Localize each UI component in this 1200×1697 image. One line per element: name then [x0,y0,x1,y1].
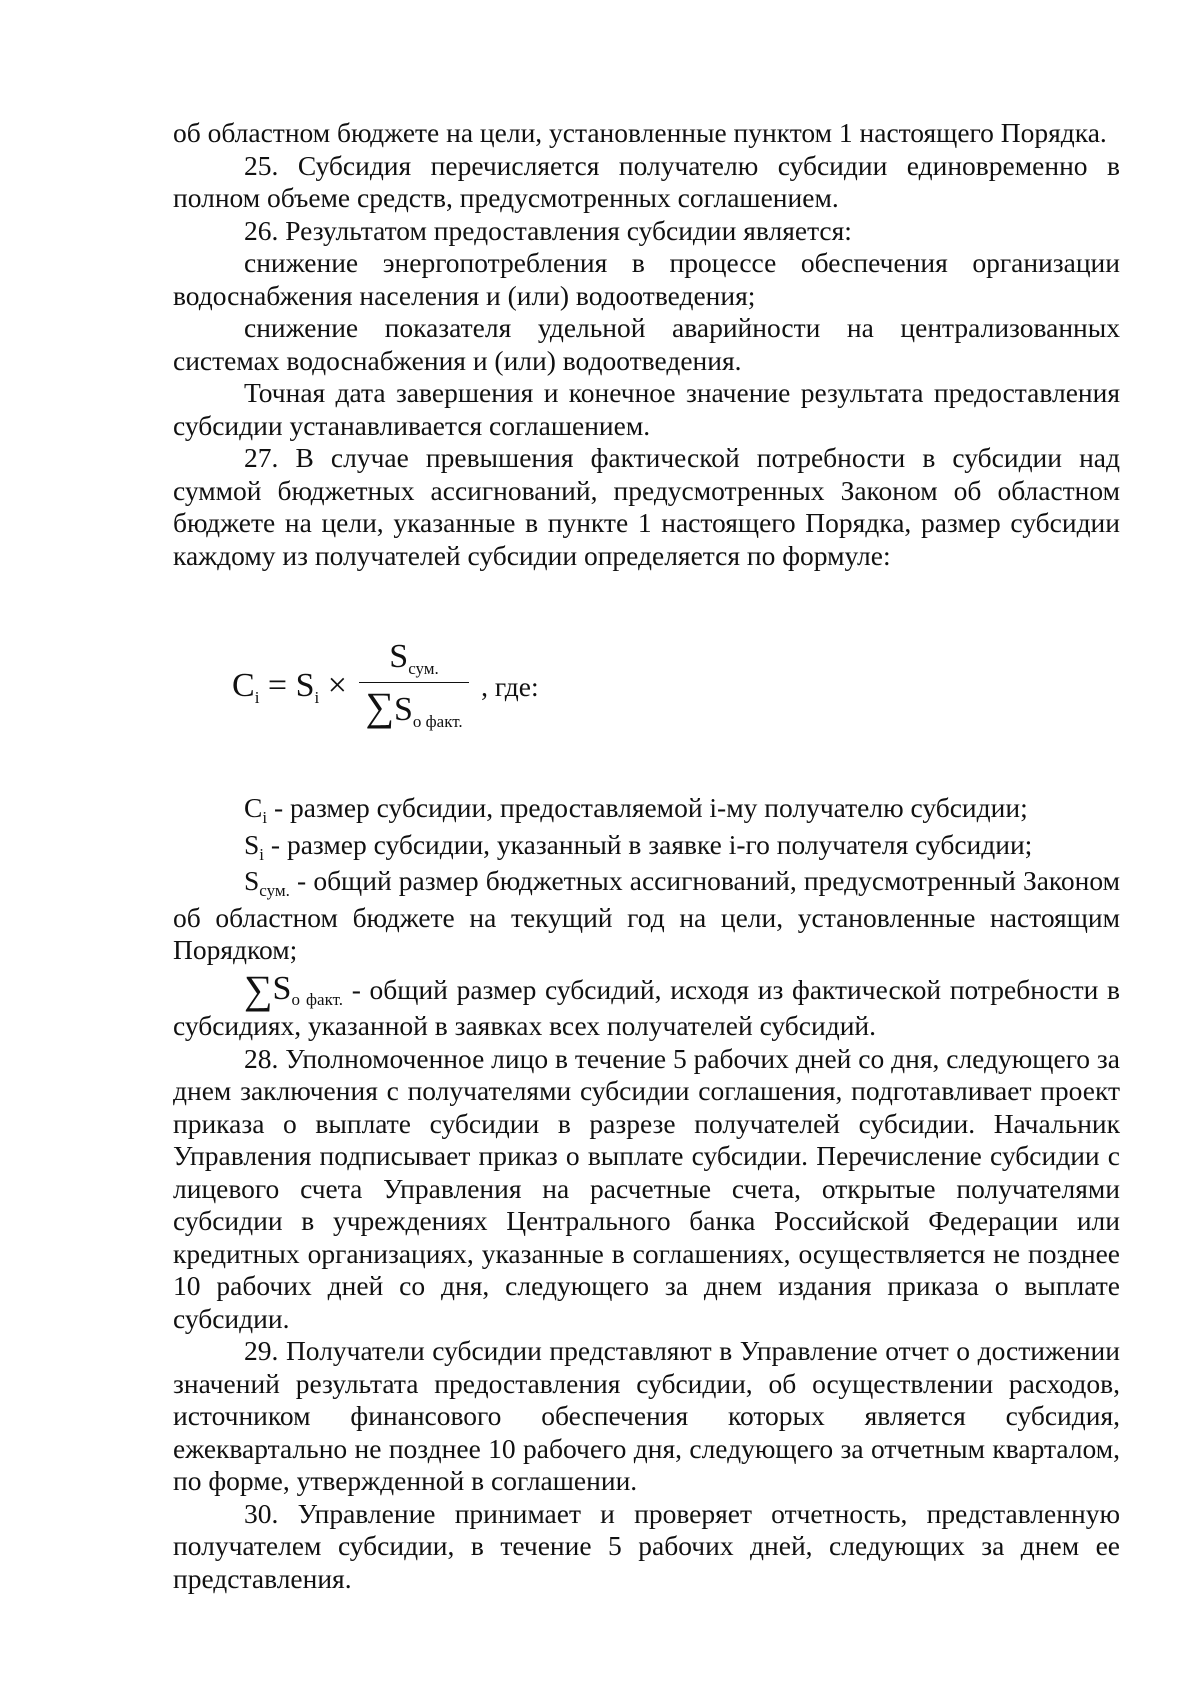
subsidy-formula [232,637,539,739]
text-block-top [173,117,1120,572]
text-block-definitions [173,792,1120,1595]
paragraph-29: 29. Получатели субсидии представляют в Управление отчет о достижении значений результата предоставления субсидии, об осуществлении расходов, источником финансового обеспечения которых является субсидия, ежеквартально не позднее 10 рабочего дня, следующего за отчетным кварталом, по форме, утвержденной в соглашении. [173,1335,1120,1496]
def-ssum-sub: сум. [259,881,290,900]
paragraph-27: 27. В случае превышения фактической потребности в субсидии над суммой бюджетных ассигнований, предусмотренных Законом об областном бюджете на цели, указанные в пункте 1 настоящего Порядка, размер субсидии каждому из получателей субсидии определяется по формуле: [173,442,1120,571]
def-si-sub: i [259,844,265,864]
def-ci-sub: i [262,808,268,827]
paragraph-continuation: об областном бюджете на цели, установленные пунктом 1 настоящего Порядка. [173,117,1107,148]
formula-den-sub: о факт. [412,712,463,731]
def-ssum-sym: S [244,865,260,896]
formula-lhs: C [232,666,255,704]
formula-s-sub: i [314,687,320,707]
formula-times: × [327,666,347,704]
def-sfact-sym: S [272,969,292,1007]
def-si-text: - размер субсидии, указанный в заявке i-го получателя субсидии; [264,828,1033,860]
def-si-sym: S [244,828,260,860]
definition-sfact [173,966,1120,1043]
formula-lhs-sub: i [254,687,260,707]
formula-num-s: S [389,638,409,675]
paragraph-25: 25. Субсидия перечисляется получателю субсидии единовременно в полном объеме средств, предусмотренных соглашением. [173,149,1120,213]
definition-ssum [173,865,1120,967]
paragraph-26-date: Точная дата завершения и конечное значение результата предоставления субсидии устанавливается соглашением. [173,377,1120,441]
formula-den-s: S [393,691,413,728]
formula-numerator [359,637,468,683]
def-ci-text: - размер субсидии, предоставляемой i-му получателю субсидии; [267,792,1028,823]
def-sfact-sigma: ∑ [244,966,273,1012]
paragraph-26-item-1: снижение энергопотребления в процессе обеспечения организации водоснабжения населения и (или) водоотведения; [173,247,1120,311]
formula-denominator [359,683,468,739]
definition-ci [173,792,1120,829]
definition-si [173,829,1120,866]
formula-eq: = [267,666,288,704]
def-sfact-text: - общий размер субсидий, исходя из фактической потребности в субсидиях, указанной в заявках всех получателей субсидий. [173,973,1120,1041]
paragraph-26-item-2: снижение показателя удельной аварийности на централизованных системах водоснабжения и (или) водоотведения. [173,312,1120,376]
paragraph-28: 28. Уполномоченное лицо в течение 5 рабочих дней со дня, следующего за днем заключения с получателями субсидии соглашения, подготавливает проект приказа о выплате субсидии в разрезе получателей субсидии. Начальник Управления подписывает приказ о выплате субсидии. Перечисление субсидии с лицевого счета Управления на расчетные счета, открытые получателями субсидии в учреждениях Центрального банка Российской Федерации или кредитных организациях, указанные в соглашениях, осуществляется не позднее 10 рабочих дней со дня, следующего за днем издания приказа о выплате субсидии. [173,1042,1120,1334]
def-sfact-sub: о факт. [291,989,343,1009]
paragraph-30: 30. Управление принимает и проверяет отчетность, представленную получателем субсидии, в течение 5 рабочих дней, следующих за днем ее представления. [173,1497,1120,1594]
paragraph-26: 26. Результатом предоставления субсидии является: [244,214,852,246]
formula-num-sub: сум. [408,659,439,678]
formula-fraction [359,637,468,739]
def-ci-sym: C [244,792,263,823]
def-ssum-text: - общий размер бюджетных ассигнований, предусмотренный Законом об областном бюджете на текущий год на цели, установленные настоящим Порядком; [173,865,1120,965]
formula-sigma: ∑ [365,684,394,729]
formula-s: S [295,666,315,704]
formula-tail: , где: [481,670,539,702]
